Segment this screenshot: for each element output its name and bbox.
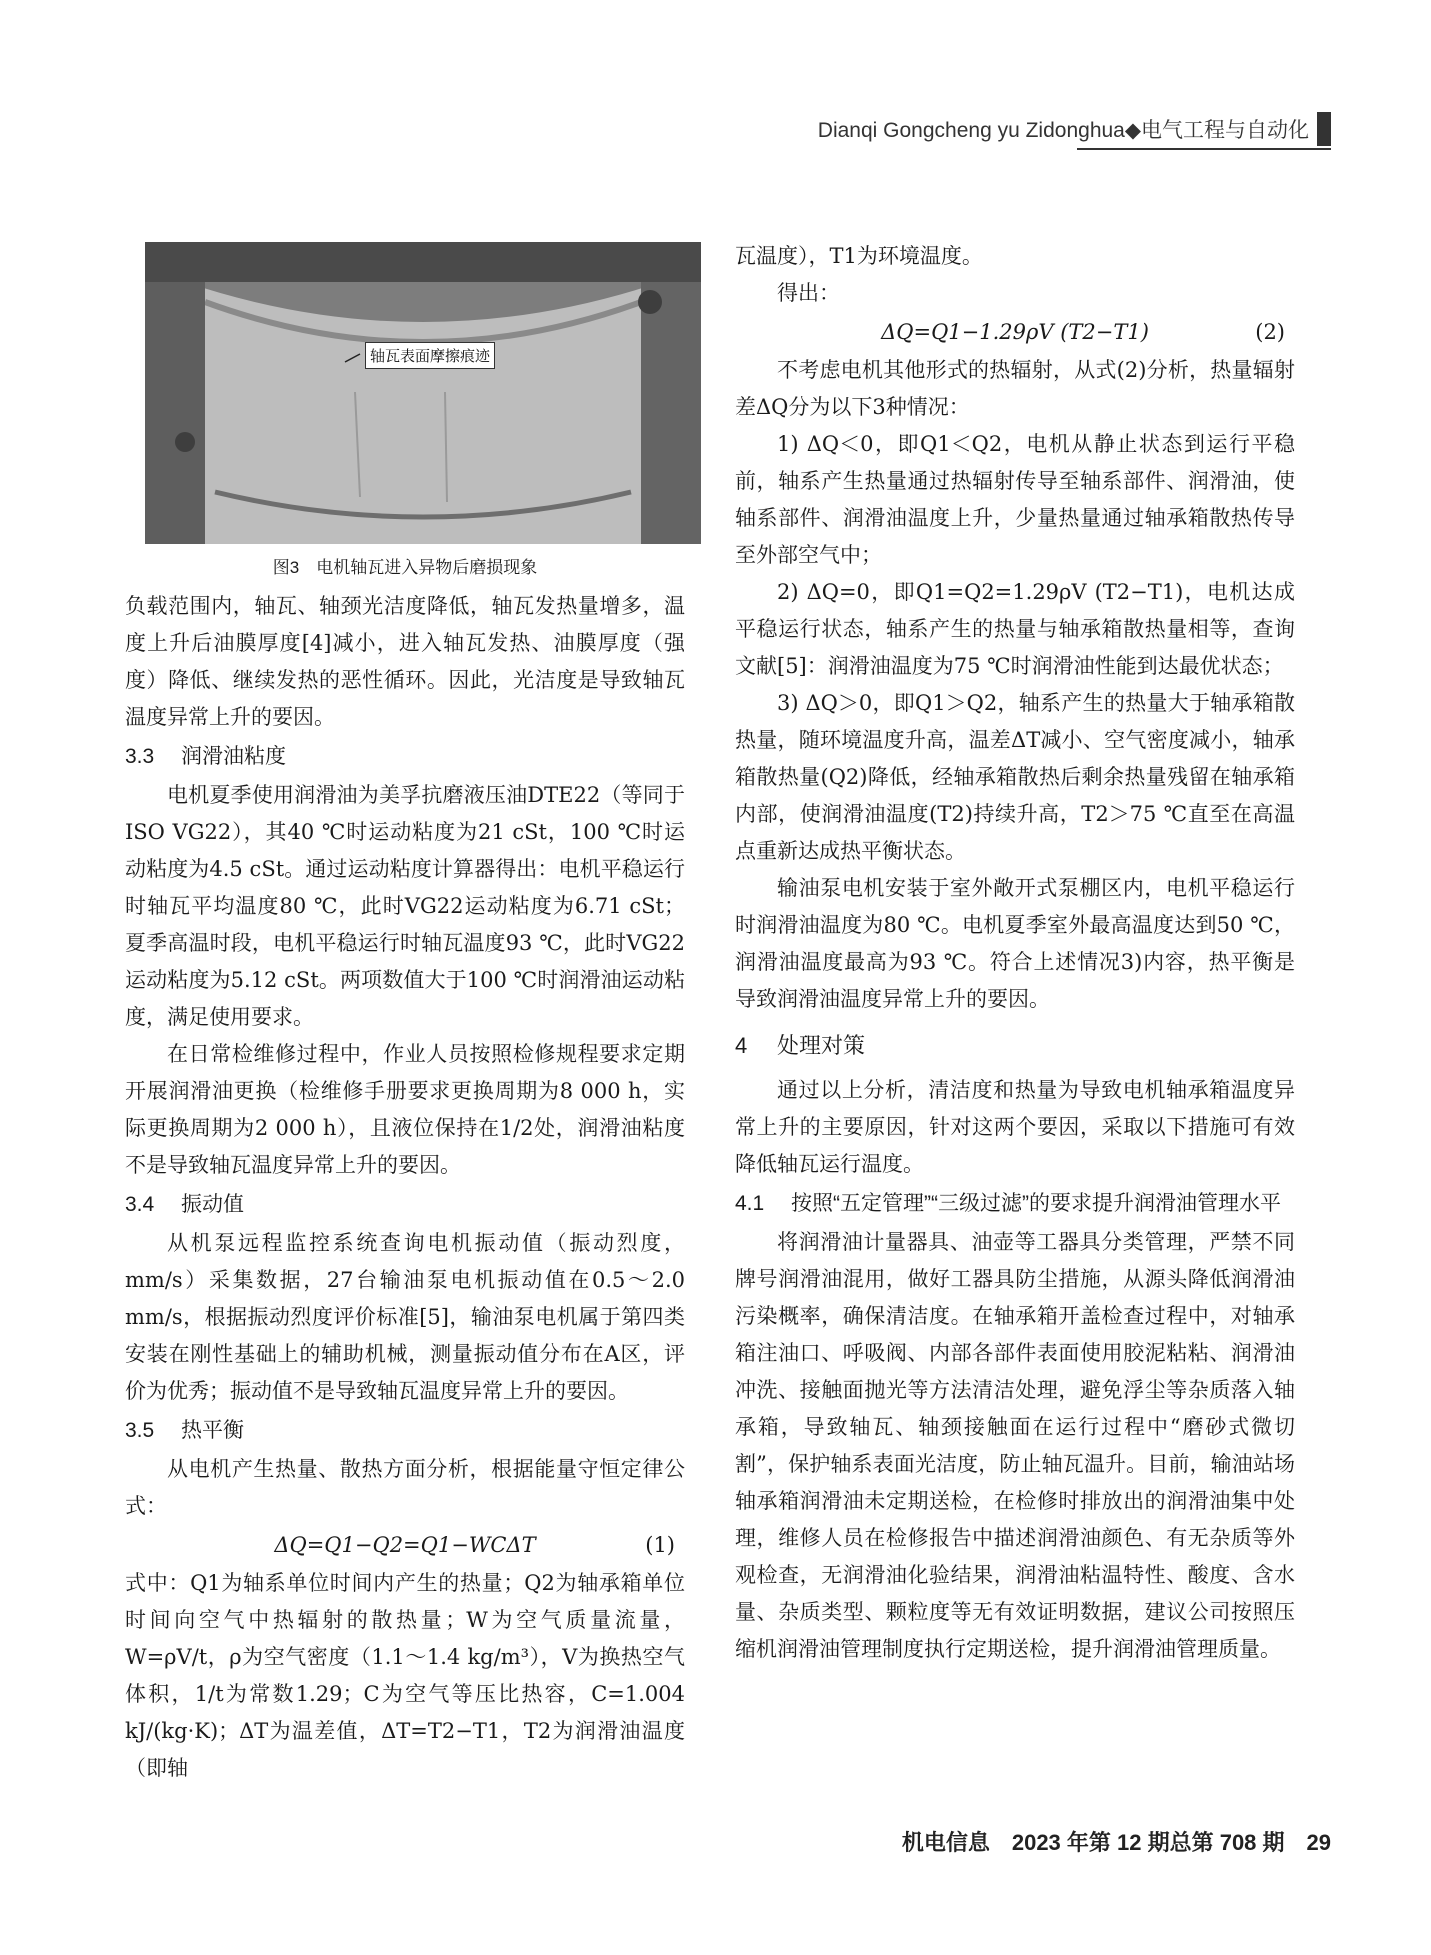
running-header	[818, 112, 1331, 146]
paragraph: 输油泵电机安装于室外敞开式泵棚区内，电机平稳运行时润滑油温度为80 ℃。电机夏季室外最高温度达到50 ℃，润滑油温度最高为93 ℃。符合上述情况3)内容，热平衡是导致润滑油温度异常上升的要因。	[735, 876, 1295, 1011]
paragraph: 1) ΔQ＜0，即Q1＜Q2，电机从静止状态到运行平稳前，轴系产生热量通过热辐射传导至轴系部件、润滑油，使轴系部件、润滑油温度上升，少量热量通过轴承箱散热传导至外部空气中；	[735, 432, 1295, 567]
section-title: 处理对策	[777, 1033, 866, 1058]
section-heading-3-5	[125, 1414, 685, 1448]
paragraph: 式中：Q1为轴系单位时间内产生的热量；Q2为轴承箱单位时间向空气中热辐射的散热量；W为空气质量流量，W=ρV/t，ρ为空气密度（1.1～1.4 kg/m³），V为换热空气体积，1/t为常数1.29；C为空气等压比热容，C=1.004 kJ/(kg·K)；ΔT为温差值，ΔT=T2−T1，T2为润滑油温度（即轴	[125, 1571, 685, 1780]
paragraph: 3) ΔQ＞0，即Q1＞Q2，轴系产生的热量大于轴承箱散热量，随环境温度升高，温差ΔT减小、空气密度减小，轴承箱散热量(Q2)降低，经轴承箱散热后剩余热量残留在轴承箱内部，使润滑油温度(T2)持续升高，T2＞75 ℃直至在高温点重新达成热平衡状态。	[735, 691, 1295, 863]
equation-number: (2)	[1255, 320, 1285, 344]
equation-1	[125, 1525, 685, 1565]
header-bar-mark	[1317, 112, 1331, 146]
section-title: 润滑油粘度	[181, 745, 286, 768]
section-number: 3.5	[125, 1419, 155, 1442]
section-number: 3.3	[125, 745, 155, 768]
paragraph: 得出：	[777, 281, 840, 305]
paragraph: 将润滑油计量器具、油壶等工器具分类管理，严禁不同牌号润滑油混用，做好工器具防尘措施，从源头降低润滑油污染概率，确保清洁度。在轴承箱开盖检查过程中，对轴承箱注油口、呼吸阀、内部各部件表面使用胶泥粘粘、润滑油冲洗、接触面抛光等方法清洁处理，避免浮尘等杂质落入轴承箱，导致轴瓦、轴颈接触面在运行过程中“磨砂式微切割”，保护轴系表面光洁度，防止轴瓦温升。目前，输油站场轴承箱润滑油未定期送检，在检修时排放出的润滑油集中处理，维修人员在检修报告中描述润滑油颜色、有无杂质等外观检查，无润滑油化验结果，润滑油粘温特性、酸度、含水量、杂质类型、颗粒度等无有效证明数据，建议公司按照压缩机润滑油管理制度执行定期送检，提升润滑油管理质量。	[735, 1230, 1295, 1661]
paragraph: 从电机产生热量、散热方面分析，根据能量守恒定律公式：	[125, 1457, 685, 1518]
paragraph: 负载范围内，轴瓦、轴颈光洁度降低，轴瓦发热量增多，温度上升后油膜厚度[4]减小，进入轴瓦发热、油膜厚度（强度）降低、继续发热的恶性循环。因此，光洁度是导致轴瓦温度异常上升的要因。	[125, 594, 685, 729]
paragraph: 在日常检维修过程中，作业人员按照检修规程要求定期开展润滑油更换（检维修手册要求更换周期为8 000 h，实际更换周期为2 000 h），且液位保持在1/2处，润滑油粘度不是导致轴瓦温度异常上升的要因。	[125, 1042, 685, 1177]
bearing-photo	[145, 242, 701, 544]
paragraph: 从机泵远程监控系统查询电机振动值（振动烈度，mm/s）采集数据，27台输油泵电机振动值在0.5～2.0 mm/s，根据振动烈度评价标准[5]，输油泵电机属于第四类安装在刚性基础上的辅助机械，测量振动值分布在A区，评价为优秀；振动值不是导致轴瓦温度异常上升的要因。	[125, 1231, 685, 1403]
section-number: 3.4	[125, 1193, 155, 1216]
page-footer: 机电信息 2023 年第 12 期总第 708 期 29	[901, 1830, 1331, 1855]
paragraph: 2) ΔQ=0，即Q1=Q2=1.29ρV (T2−T1)，电机达成平稳运行状态，轴系产生的热量与轴承箱散热量相等，查询文献[5]：润滑油温度为75 ℃时润滑油性能到达最优状态；	[735, 580, 1295, 678]
section-number: 4.1	[735, 1192, 765, 1215]
section-heading-4-1	[735, 1187, 1295, 1221]
photo-callout: 轴瓦表面摩擦痕迹	[365, 342, 495, 369]
section-title: 热平衡	[181, 1419, 244, 1442]
bearing-photo-drawing	[145, 242, 701, 544]
equation-text: ΔQ=Q1−1.29ρV (T2−T1)	[881, 320, 1149, 344]
left-column	[125, 242, 685, 1787]
header-rule	[1077, 148, 1331, 150]
section-heading-3-3	[125, 740, 685, 774]
equation-2	[735, 312, 1295, 352]
section-title: 按照“五定管理”“三级过滤”的要求提升润滑油管理水平	[791, 1192, 1281, 1215]
equation-number: (1)	[645, 1533, 675, 1557]
right-column	[735, 238, 1295, 1668]
section-number: 4	[735, 1033, 748, 1058]
section-heading-3-4	[125, 1188, 685, 1222]
figure-caption: 图3 电机轴瓦进入异物后磨损现象	[272, 558, 538, 577]
running-title: Dianqi Gongcheng yu Zidonghua◆电气工程与自动化	[817, 119, 1309, 142]
paragraph: 通过以上分析，清洁度和热量为导致电机轴承箱温度异常上升的主要原因，针对这两个要因，采取以下措施可有效降低轴瓦运行温度。	[735, 1078, 1295, 1176]
paragraph: 不考虑电机其他形式的热辐射，从式(2)分析，热量辐射差ΔQ分为以下3种情况：	[735, 358, 1295, 419]
paragraph: 瓦温度），T1为环境温度。	[735, 244, 983, 268]
section-heading-4	[735, 1028, 1295, 1064]
section-title: 振动值	[181, 1193, 244, 1216]
equation-text: ΔQ=Q1−Q2=Q1−WCΔT	[274, 1533, 536, 1557]
paragraph: 电机夏季使用润滑油为美孚抗磨液压油DTE22（等同于ISO VG22），其40 ℃时运动粘度为21 cSt，100 ℃时运动粘度为4.5 cSt。通过运动粘度计算器得出：电机平稳运行时轴瓦平均温度80 ℃，此时VG22运动粘度为6.71 cSt；夏季高温时段，电机平稳运行时轴瓦温度93 ℃，此时VG22运动粘度为5.12 cSt。两项数值大于100 ℃时润滑油运动粘度，满足使用要求。	[125, 783, 685, 1029]
